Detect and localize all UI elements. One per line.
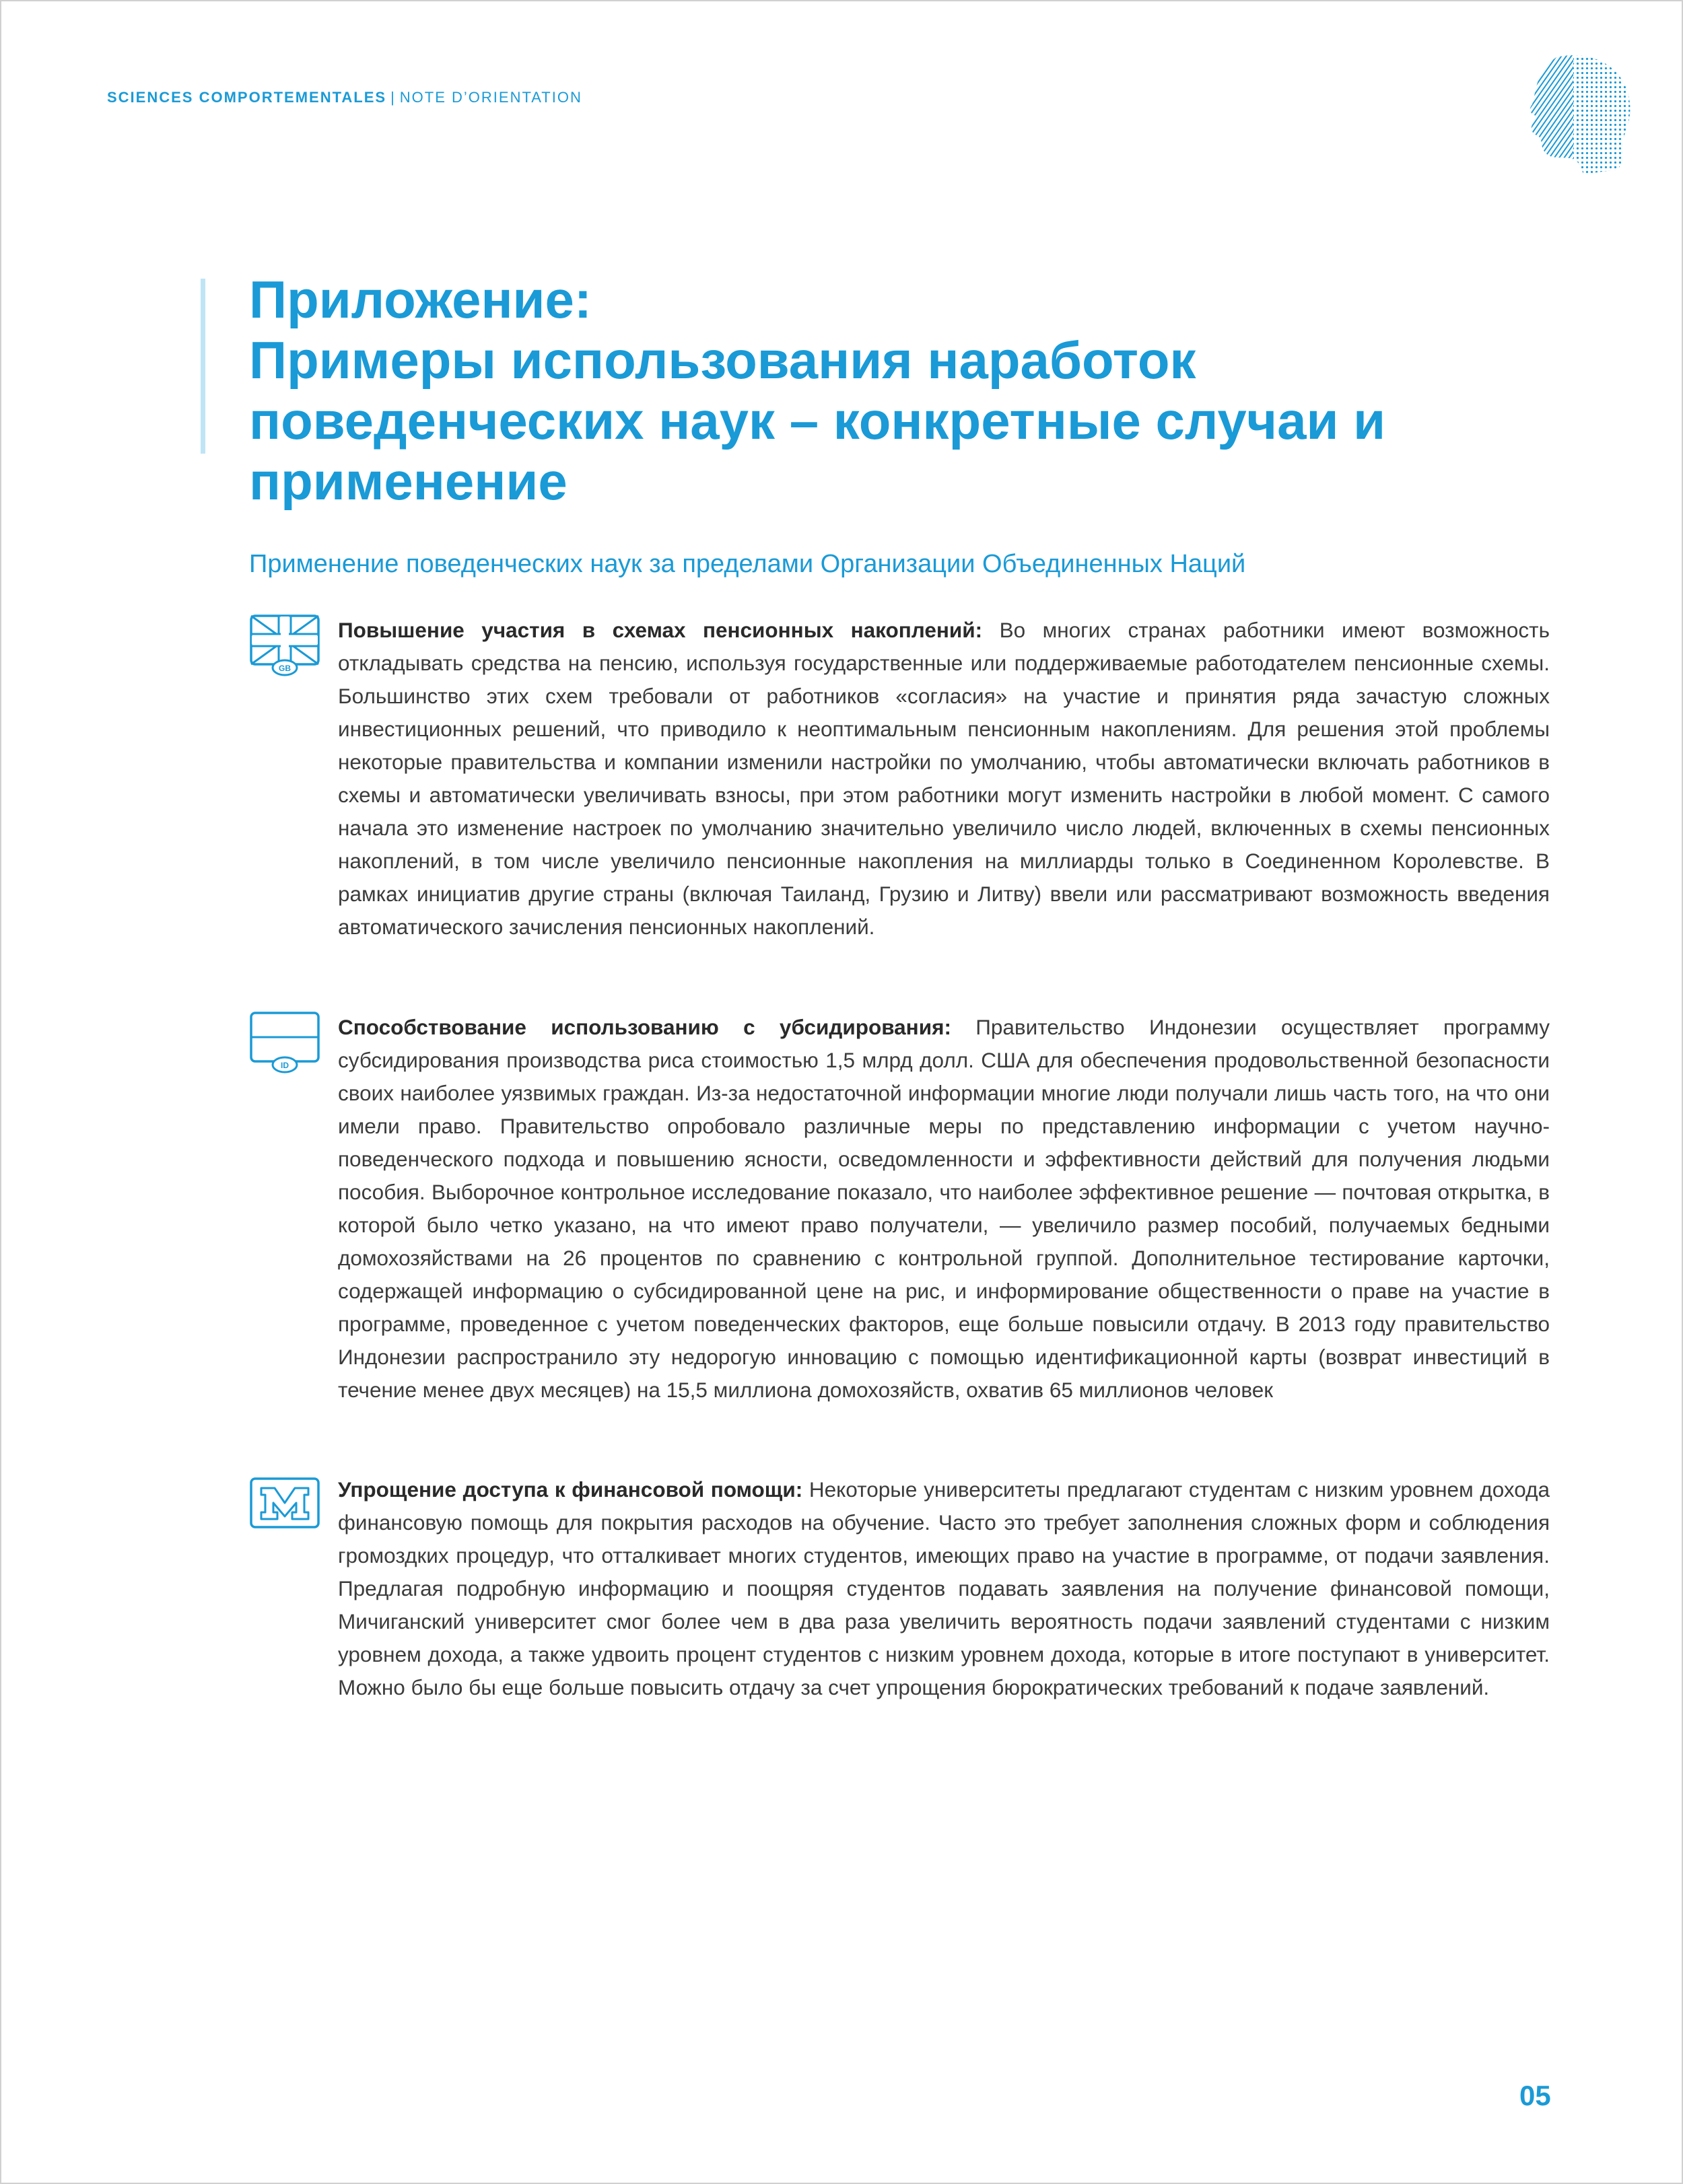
title-line-3: поведенческих наук – конкретные случаи и [249, 391, 1386, 450]
case-text-pension [338, 614, 1550, 944]
case-heading-financial-aid: Упрощение доступа к финансовой помощи: [338, 1477, 803, 1502]
case-body-subsidy: Правительство Индонезии осуществляет программу субсидирования производства риса стоимостью 1,5 млрд долл. США для обеспечения продовольственной безопасности своих наиболее уязвимых граждан. Из-за недостаточной информации многие люди получали лишь часть того, на что они имели право. Правительство опробовало различные меры по представлению информации с учетом научно-поведенческого подхода и повышению ясности, осведомленности и эффективности действий для получения людьми пособия. Выборочное контрольное исследование показало, что наиболее эффективное решение — почтовая открытка, в которой было четко указано, на что имеют право получатели, — увеличило размер пособий, получаемых бедными домохозяйствами на 26 процентов по сравнению с контрольной группой. Дополнительное тестирование карточки, содержащей информацию о субсидированной цене на рис, и информирование общественности о праве на участие в программе, проведенное с учетом поведенческих факторов, еще больше повысили отдачу. В 2013 году правительство Индонезии распространило эту недорогую инновацию с помощью идентификационной карты (возврат инвестиций в течение менее двух месяцев) на 15,5 миллиона домохозяйств, охватив 65 миллионов человек [338, 1015, 1550, 1402]
title-line-4: применение [249, 452, 568, 511]
header-doc-type: NOTE D’ORIENTATION [399, 89, 582, 106]
uk-flag-label: GB [279, 664, 291, 673]
case-body-financial-aid: Некоторые университеты предлагают студентам с низким уровнем дохода финансовую помощь для покрытия расходов на обучение. Часто это требует заполнения сложных форм и соблюдения громоздких процедур, что отталкивает многих студентов, имеющих право на участие в программе, от подачи заявления. Предлагая подробную информацию и поощряя студентов подавать заявления на получение финансовой помощи, Мичиганский университет смог более чем в два раза увеличить вероятность подачи заявлений студентами с низким уровнем дохода, а также удвоить процент студентов с низким уровнем дохода, которые в итоге поступают в университет. Можно было бы еще больше повысить отдачу за счет упрощения бюрократических требований к подаче заявлений. [338, 1477, 1550, 1699]
case-text-financial-aid [338, 1473, 1550, 1704]
head-profile-logo-icon [1509, 52, 1644, 180]
indonesia-flag-icon [249, 1011, 320, 1076]
section-subtitle: Применение поведенческих наук за пределами Организации Объединенных Наций [249, 550, 1246, 578]
indonesia-flag-label: ID [281, 1061, 289, 1070]
title-line-1: Приложение: [249, 270, 592, 329]
case-heading-pension: Повышение участия в схемах пенсионных накоплений: [338, 618, 983, 642]
uk-flag-icon [249, 614, 320, 678]
page-number: 05 [1519, 2080, 1551, 2111]
michigan-m-logo-icon [249, 1473, 320, 1538]
case-text-subsidy [338, 1011, 1550, 1407]
case-heading-subsidy: Способствование использованию с убсидирования: [338, 1015, 951, 1039]
header-series: SCIENCES COMPORTEMENTALES [107, 89, 387, 106]
case-body-pension: Во многих странах работники имеют возможность откладывать средства на пенсию, используя государственные или поддерживаемые работодателем пенсионные схемы. Большинство этих схем требовали от работников «согласия» на участие и принятия ряда зачастую сложных инвестиционных решений, что приводило к неоптимальным пенсионным накоплениям. Для решения этой проблемы некоторые правительства и компании изменили настройки по умолчанию, чтобы автоматически включать работников в схемы и автоматически увеличивать взносы, при этом работники могут изменить настройки в любой момент. С самого начала это изменение настроек по умолчанию значительно увеличило число людей, включенных в схемы пенсионных накоплений, в том числе увеличило пенсионные накопления на миллиарды только в Соединенном Королевстве. В рамках инициатив другие страны (включая Таиланд, Грузию и Литву) ввели или рассматривают возможность введения автоматического зачисления пенсионных накоплений. [338, 618, 1550, 939]
title-line-2: Примеры использования наработок [249, 330, 1196, 390]
title-accent-bar [201, 279, 205, 454]
page-title [249, 269, 1582, 512]
running-header [107, 89, 582, 106]
header-separator: | [390, 89, 396, 106]
